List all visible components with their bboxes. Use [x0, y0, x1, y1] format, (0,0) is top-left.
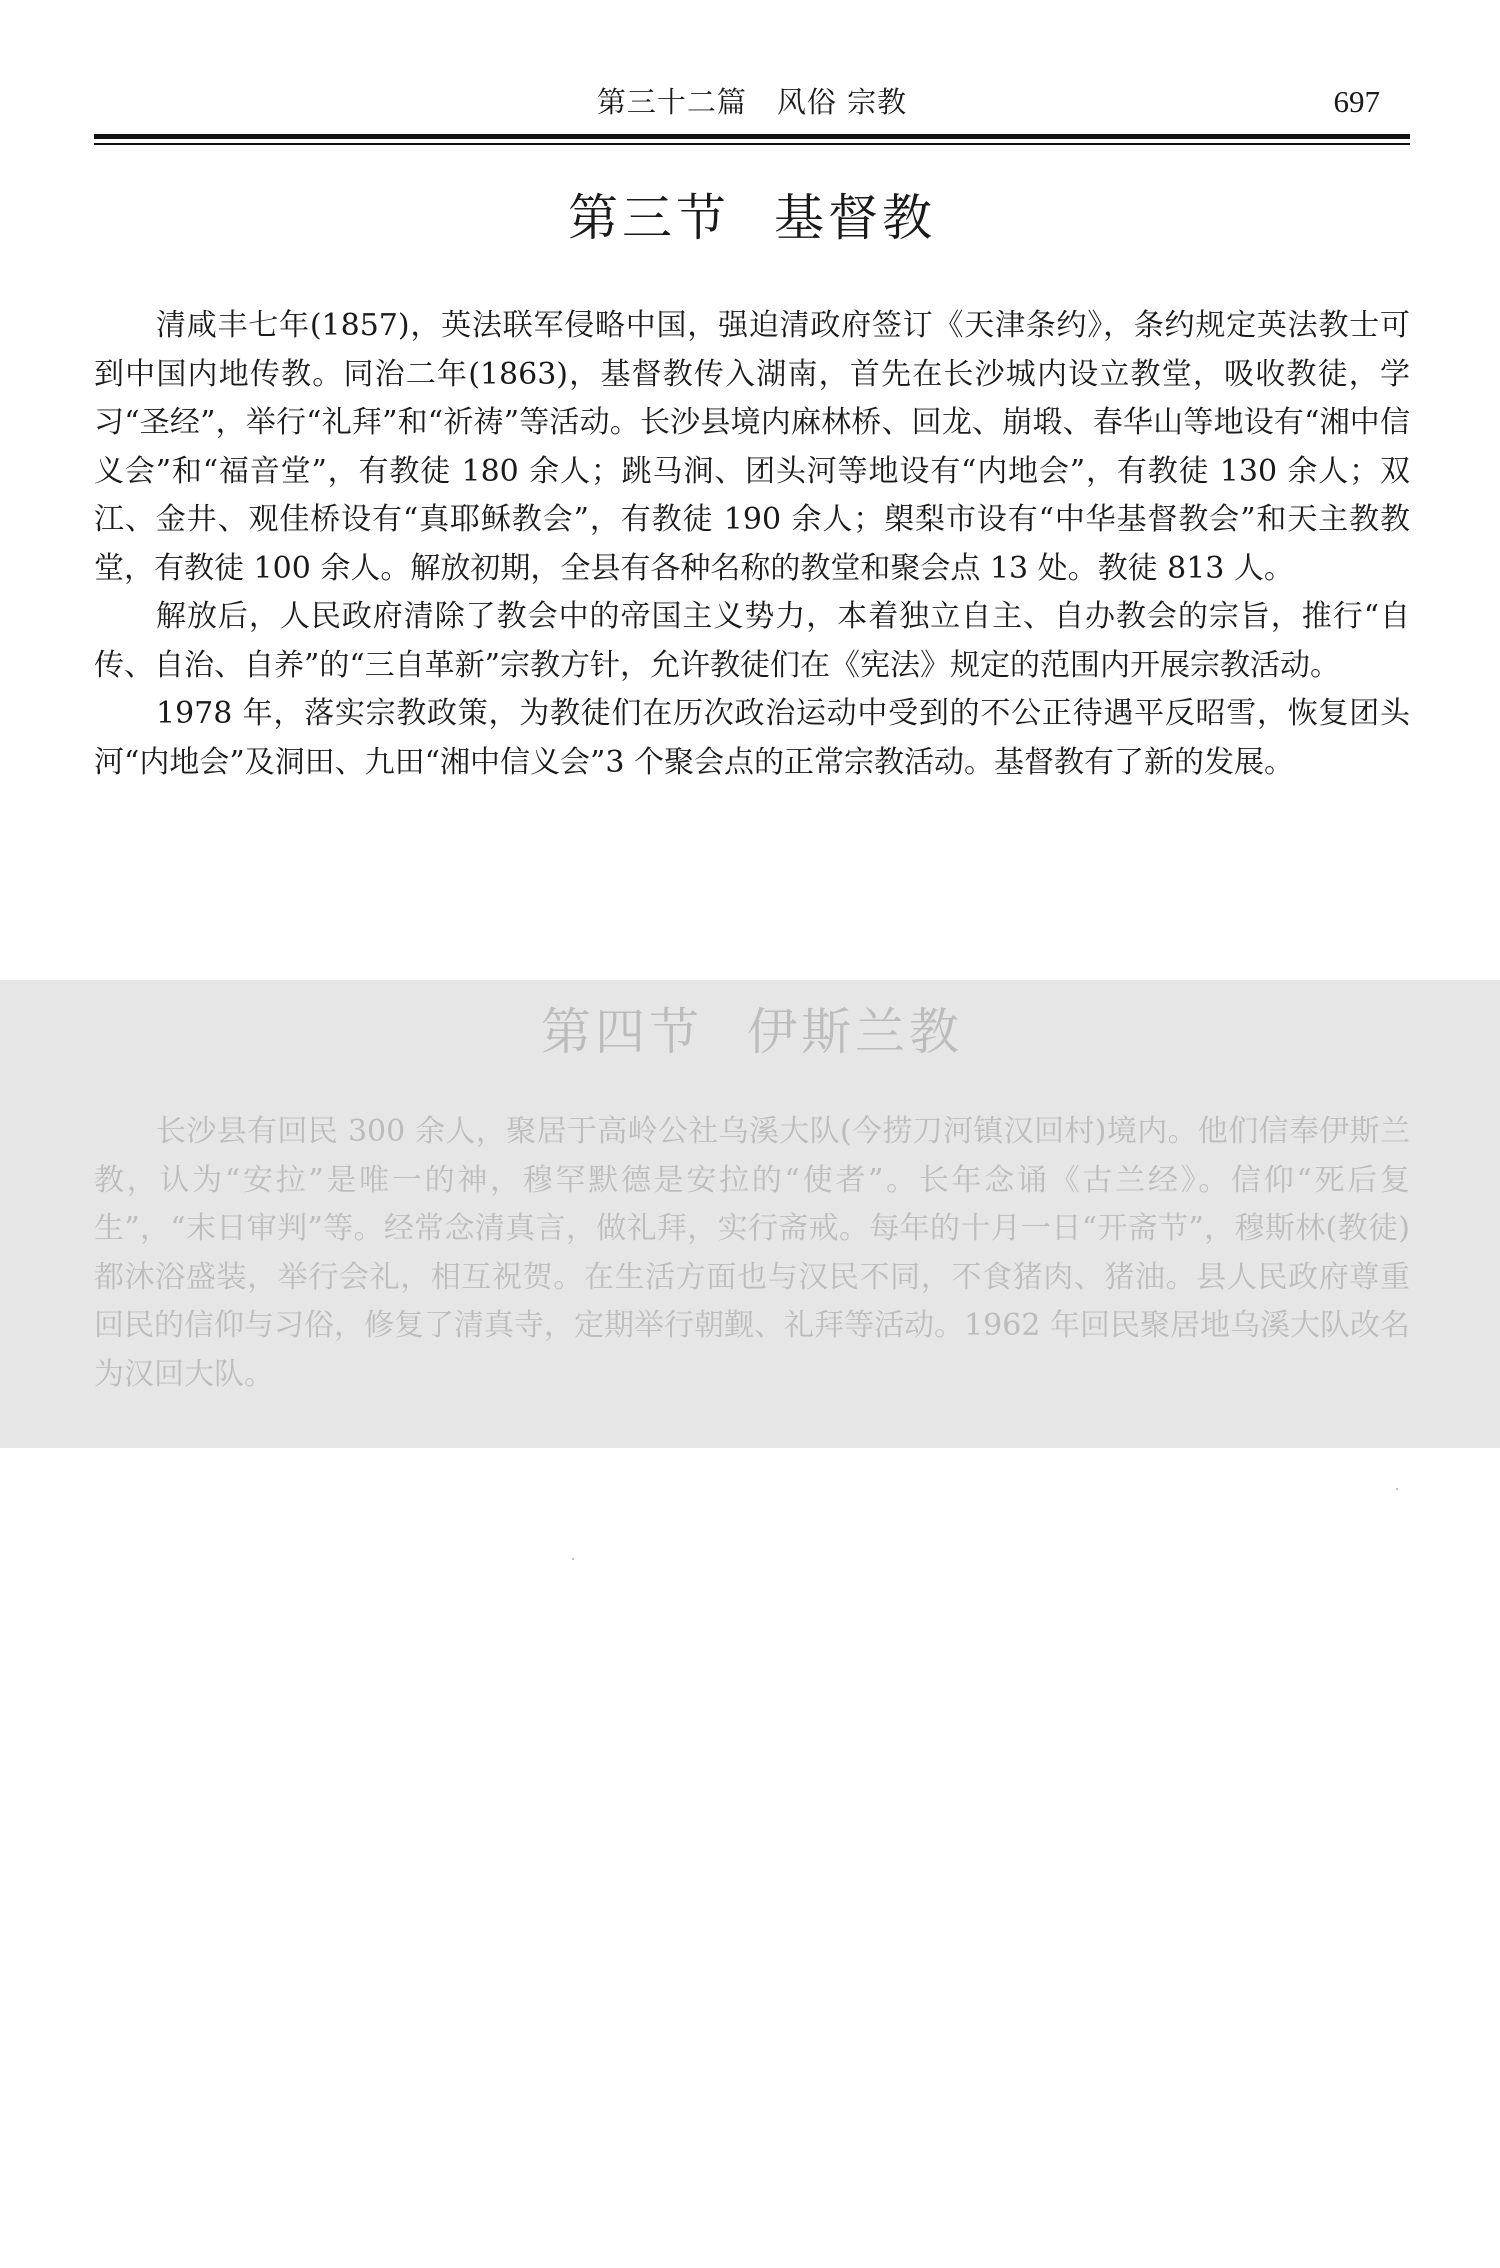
header-rule-thin: [94, 143, 1410, 145]
page-header: [94, 78, 1410, 126]
section-number: 第四节: [541, 1003, 703, 1061]
paragraph: 清咸丰七年(1857)，英法联军侵略中国，强迫清政府签订《天津条约》，条约规定英法教士可到中国内地传教。同治二年(1863)，基督教传入湖南，首先在长沙城内设立教堂，吸收教徒，学习“圣经”，举行“礼拜”和“祈祷”等活动。长沙县境内麻林桥、回龙、崩塅、春华山等地设有“湘中信义会”和“福音堂”，有教徒 180 余人；跳马涧、团头河等地设有“内地会”，有教徒 130 余人；双江、金井、观佳桥设有“真耶稣教会”，有教徒 190 余人；㮾梨市设有“中华基督教会”和天主教教堂，有教徒 100 余人。解放初期，全县有各种名称的教堂和聚会点 13 处。教徒 813 人。: [94, 308, 1410, 586]
section-name: 基督教: [774, 189, 936, 247]
section-title: [94, 186, 1410, 250]
paragraph: 长沙县有回民 300 余人，聚居于高岭公社乌溪大队(今捞刀河镇汉回村)境内。他们信奉伊斯兰教，认为“安拉”是唯一的神，穆罕默德是安拉的“使者”。长年念诵《古兰经》。信仰“死后复生”，“末日审判”等。经常念清真言，做礼拜，实行斋戒。每年的十月一日“开斋节”，穆斯林(教徒)都沐浴盛装，举行会礼，相互祝贺。在生活方面也与汉民不同，不食猪肉、猪油。县人民政府尊重回民的信仰与习俗，修复了清真寺，定期举行朝觐、礼拜等活动。1962 年回民聚居地乌溪大队改名为汉回大队。: [94, 1114, 1410, 1392]
paragraph: 1978 年，落实宗教政策，为教徒们在历次政治运动中受到的不公正待遇平反昭雪，恢复团头河“内地会”及洞田、九田“湘中信义会”3 个聚会点的正常宗教活动。基督教有了新的发展。: [94, 696, 1410, 780]
scan-speck: [572, 1558, 574, 1560]
running-title: 第三十二篇 风俗 宗教: [596, 85, 908, 119]
scan-speck: [1396, 1488, 1398, 1490]
paragraph: 解放后，人民政府清除了教会中的帝国主义势力，本着独立自主、自办教会的宗旨，推行“自传、自治、自养”的“三自革新”宗教方针，允许教徒们在《宪法》规定的范围内开展宗教活动。: [94, 599, 1410, 683]
header-rule-thick: [94, 134, 1410, 139]
section-title: [94, 1000, 1410, 1064]
section-name: 伊斯兰教: [747, 1003, 963, 1061]
section-number: 第三节: [568, 189, 730, 247]
section-christianity: [94, 186, 1410, 787]
section-islam: [94, 1000, 1410, 1399]
page-number: 697: [1333, 84, 1380, 119]
